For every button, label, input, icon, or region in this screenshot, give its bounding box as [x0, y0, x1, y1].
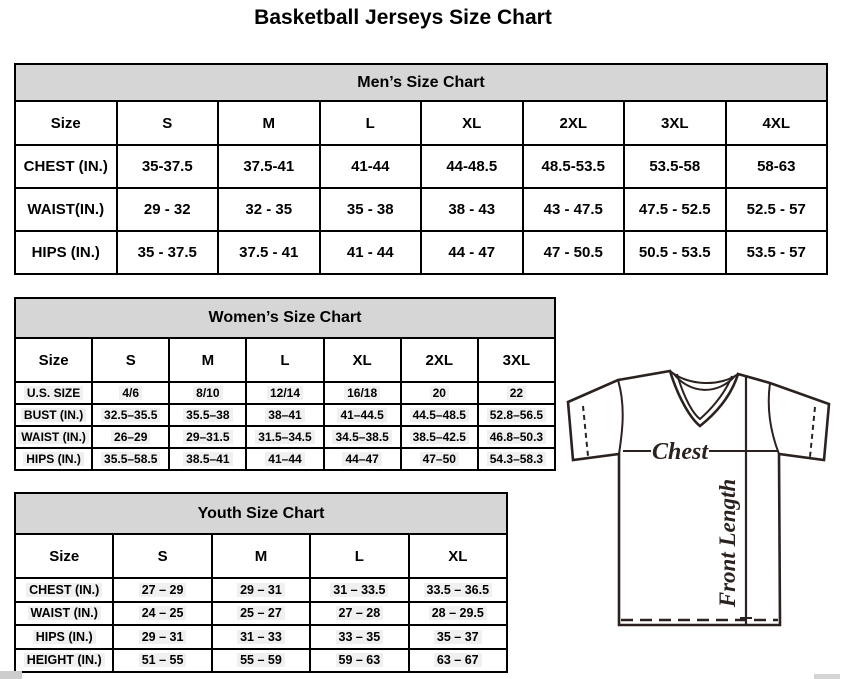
- cell-value: [169, 404, 246, 426]
- cell-value-text: 41-44: [351, 158, 390, 175]
- cell-value-text: 54.3–58.3: [487, 452, 546, 466]
- cell-value: [310, 578, 408, 602]
- chest-label: Chest: [651, 439, 709, 465]
- row-label-text: HEIGHT (IN.): [24, 653, 105, 667]
- row-label-text: BUST (IN.): [21, 408, 86, 422]
- column-header: [310, 534, 408, 578]
- cell-value-text: 51 – 55: [139, 653, 187, 667]
- cell-value: [92, 448, 169, 470]
- cell-value: [212, 625, 310, 649]
- cell-value-text: 34.5–38.5: [332, 430, 391, 444]
- row-label: [15, 382, 92, 404]
- row-label: [15, 649, 113, 673]
- table-row: [15, 602, 507, 626]
- cell-value-text: 46.8–50.3: [487, 430, 546, 444]
- table-row: [15, 578, 507, 602]
- column-header: [401, 338, 478, 382]
- cell-value: [169, 448, 246, 470]
- cell-value-text: 38–41: [265, 408, 304, 422]
- cell-value-text: 31 – 33: [237, 630, 285, 644]
- cell-value: [478, 448, 555, 470]
- front-length-label: Front Length: [715, 478, 740, 608]
- column-header: [169, 338, 246, 382]
- table-row: [15, 145, 827, 188]
- cell-value-text: 27 – 29: [139, 583, 187, 597]
- scrollbar-thumb-right[interactable]: [814, 674, 840, 679]
- column-header-text: M: [254, 547, 268, 565]
- column-header-text: L: [280, 351, 290, 369]
- cell-value: [624, 188, 726, 231]
- cell-value-text: 43 - 47.5: [543, 201, 603, 218]
- cell-value: [401, 404, 478, 426]
- cell-value-text: 32.5–35.5: [101, 408, 160, 422]
- cell-value: [421, 231, 523, 274]
- cell-value: [218, 188, 320, 231]
- right-armhole-seam: [769, 383, 779, 454]
- mens-size-table: [14, 63, 828, 275]
- cell-value-text: 50.5 - 53.5: [638, 244, 711, 261]
- cell-value-text: 38.5–41: [183, 452, 232, 466]
- column-header: [324, 338, 401, 382]
- row-label-text: HIPS (IN.): [23, 452, 84, 466]
- table-row: [15, 382, 555, 404]
- cell-value: [320, 231, 422, 274]
- column-header-text: S: [162, 114, 173, 132]
- row-label-text: CHEST (IN.): [26, 583, 102, 597]
- cell-value-text: 35.5–58.5: [101, 452, 160, 466]
- cell-value-text: 27 – 28: [336, 606, 384, 620]
- cell-value-text: 53.5-58: [649, 158, 701, 175]
- row-label-text: U.S. SIZE: [24, 386, 83, 400]
- cell-value-text: 24 – 25: [139, 606, 187, 620]
- column-header-text: S: [125, 351, 136, 369]
- cell-value-text: 44-48.5: [446, 158, 498, 175]
- cell-value: [92, 426, 169, 448]
- cell-value: [117, 188, 219, 231]
- cell-value-text: 35 – 37: [434, 630, 482, 644]
- column-header: [113, 534, 211, 578]
- cell-value: [113, 602, 211, 626]
- column-header: [523, 101, 625, 145]
- cell-value: [409, 625, 507, 649]
- cell-value-text: 44 - 47: [448, 244, 496, 261]
- cell-value: [310, 649, 408, 673]
- cell-value-text: 35 - 38: [346, 201, 394, 218]
- table-title: [15, 64, 827, 101]
- cell-value-text: 44.5–48.5: [410, 408, 469, 422]
- jersey-measurement-diagram: [558, 362, 840, 630]
- column-header-text: 2XL: [425, 351, 454, 369]
- table-row: [15, 448, 555, 470]
- scrollbar-thumb-left[interactable]: [0, 671, 22, 679]
- column-header-text: 3XL: [660, 114, 689, 132]
- row-label: [15, 426, 92, 448]
- column-header: [726, 101, 828, 145]
- cell-value: [401, 448, 478, 470]
- column-header: [117, 101, 219, 145]
- column-header-row: [15, 338, 555, 382]
- row-label: [15, 188, 117, 231]
- column-header-text: XL: [462, 114, 482, 132]
- cell-value: [117, 145, 219, 188]
- cell-value-text: 58-63: [757, 158, 796, 175]
- cell-value: [624, 231, 726, 274]
- cell-value-text: 47.5 - 52.5: [638, 201, 711, 218]
- column-header: [92, 338, 169, 382]
- womens-size-table: [14, 297, 556, 471]
- table-title-text: Youth Size Chart: [197, 504, 325, 522]
- cell-value-text: 52.8–56.5: [487, 408, 546, 422]
- table-row: [15, 625, 507, 649]
- table-title-row: [15, 64, 827, 101]
- cell-value: [212, 578, 310, 602]
- cell-value-text: 32 - 35: [245, 201, 293, 218]
- cell-value: [169, 382, 246, 404]
- cell-value: [246, 382, 323, 404]
- column-header-text: Size: [50, 114, 81, 132]
- table-row: [15, 188, 827, 231]
- cell-value-text: 52.5 - 57: [746, 201, 806, 218]
- cell-value-text: 26–29: [111, 430, 150, 444]
- cell-value-text: 47 - 50.5: [543, 244, 603, 261]
- column-header-text: S: [157, 547, 168, 565]
- cell-value-text: 47–50: [420, 452, 459, 466]
- cell-value: [218, 145, 320, 188]
- jersey-outline-path: [568, 371, 829, 625]
- column-header: [15, 534, 113, 578]
- cell-value: [169, 426, 246, 448]
- row-label: [15, 625, 113, 649]
- cell-value: [409, 649, 507, 673]
- cell-value-text: 44–47: [342, 452, 381, 466]
- row-label-text: WAIST(IN.): [27, 201, 105, 218]
- column-header-text: 3XL: [502, 351, 531, 369]
- cell-value-text: 38.5–42.5: [410, 430, 469, 444]
- cell-value-text: 4/6: [119, 386, 142, 400]
- column-header: [624, 101, 726, 145]
- table-title-text: Women’s Size Chart: [208, 309, 362, 326]
- cell-value: [523, 231, 625, 274]
- left-armhole-seam: [618, 380, 623, 454]
- cell-value: [421, 145, 523, 188]
- cell-value: [212, 649, 310, 673]
- column-header-text: M: [201, 351, 215, 369]
- cell-value: [478, 404, 555, 426]
- cell-value-text: 12/14: [267, 386, 303, 400]
- cell-value-text: 63 – 67: [434, 653, 482, 667]
- youth-size-table: [14, 492, 508, 673]
- left-cuff-dashed-line: [583, 406, 588, 456]
- row-label-text: HIPS (IN.): [31, 244, 100, 261]
- cell-value: [246, 404, 323, 426]
- cell-value-text: 59 – 63: [336, 653, 384, 667]
- cell-value-text: 31 – 33.5: [330, 583, 388, 597]
- cell-value: [113, 625, 211, 649]
- cell-value: [246, 426, 323, 448]
- column-header: [15, 338, 92, 382]
- cell-value: [523, 145, 625, 188]
- row-label: [15, 448, 92, 470]
- cell-value: [478, 426, 555, 448]
- column-header-text: M: [262, 114, 275, 132]
- row-label: [15, 145, 117, 188]
- cell-value-text: 29 – 31: [237, 583, 285, 597]
- cell-value: [409, 602, 507, 626]
- cell-value-text: 37.5 - 41: [239, 244, 299, 261]
- table-title-text: Men’s Size Chart: [357, 73, 485, 91]
- cell-value: [324, 404, 401, 426]
- cell-value-text: 20: [430, 386, 449, 400]
- table-row: [15, 649, 507, 673]
- column-header-text: Size: [49, 547, 80, 565]
- cell-value-text: 41 - 44: [346, 244, 394, 261]
- column-header: [246, 338, 323, 382]
- cell-value-text: 29 – 31: [139, 630, 187, 644]
- cell-value-text: 55 – 59: [237, 653, 285, 667]
- table-title-row: [15, 298, 555, 338]
- cell-value: [421, 188, 523, 231]
- cell-value-text: 35-37.5: [141, 158, 193, 175]
- cell-value-text: 28 – 29.5: [429, 606, 487, 620]
- row-label-text: HIPS (IN.): [33, 630, 96, 644]
- cell-value: [478, 382, 555, 404]
- row-label: [15, 404, 92, 426]
- cell-value: [726, 145, 828, 188]
- column-header: [421, 101, 523, 145]
- cell-value: [246, 448, 323, 470]
- column-header-text: XL: [448, 547, 468, 565]
- cell-value-text: 35.5–38: [183, 408, 232, 422]
- cell-value-text: 22: [507, 386, 526, 400]
- cell-value-text: 53.5 - 57: [746, 244, 806, 261]
- cell-value: [324, 382, 401, 404]
- cell-value: [310, 602, 408, 626]
- cell-value: [92, 404, 169, 426]
- column-header: [15, 101, 117, 145]
- cell-value-text: 33.5 – 36.5: [424, 583, 493, 597]
- cell-value: [113, 578, 211, 602]
- cell-value: [324, 426, 401, 448]
- cell-value: [409, 578, 507, 602]
- column-header: [478, 338, 555, 382]
- cell-value: [218, 231, 320, 274]
- cell-value: [726, 231, 828, 274]
- page-title: Basketball Jerseys Size Chart: [254, 6, 552, 29]
- row-label: [15, 578, 113, 602]
- cell-value-text: 41–44.5: [337, 408, 386, 422]
- cell-value: [401, 382, 478, 404]
- cell-value-text: 16/18: [344, 386, 380, 400]
- cell-value: [523, 188, 625, 231]
- cell-value-text: 29–31.5: [183, 430, 232, 444]
- column-header: [320, 101, 422, 145]
- cell-value-text: 25 – 27: [237, 606, 285, 620]
- table-title: [15, 493, 507, 534]
- column-header: [212, 534, 310, 578]
- column-header: [218, 101, 320, 145]
- right-cuff-dashed-line: [810, 407, 815, 457]
- column-header-text: Size: [38, 351, 69, 369]
- cell-value-text: 33 – 35: [336, 630, 384, 644]
- cell-value: [212, 602, 310, 626]
- column-header-text: 4XL: [762, 114, 790, 132]
- cell-value: [320, 145, 422, 188]
- table-row: [15, 426, 555, 448]
- cell-value: [310, 625, 408, 649]
- table-title-row: [15, 493, 507, 534]
- cell-value-text: 48.5-53.5: [541, 158, 605, 175]
- cell-value: [320, 188, 422, 231]
- table-row: [15, 404, 555, 426]
- cell-value-text: 37.5-41: [243, 158, 295, 175]
- cell-value-text: 8/10: [193, 386, 222, 400]
- cell-value-text: 31.5–34.5: [255, 430, 314, 444]
- column-header-text: XL: [352, 351, 372, 369]
- cell-value-text: 41–44: [265, 452, 304, 466]
- row-label: [15, 231, 117, 274]
- column-header: [409, 534, 507, 578]
- cell-value-text: 38 - 43: [448, 201, 496, 218]
- column-header-text: 2XL: [559, 114, 587, 132]
- column-header-text: L: [354, 547, 364, 565]
- column-header-row: [15, 101, 827, 145]
- table-row: [15, 231, 827, 274]
- cell-value: [401, 426, 478, 448]
- cell-value-text: 29 - 32: [143, 201, 191, 218]
- table-title: [15, 298, 555, 338]
- cell-value: [726, 188, 828, 231]
- cell-value: [624, 145, 726, 188]
- cell-value: [92, 382, 169, 404]
- cell-value: [113, 649, 211, 673]
- column-header-row: [15, 534, 507, 578]
- row-label-text: CHEST (IN.): [23, 158, 108, 175]
- cell-value-text: 35 - 37.5: [137, 244, 197, 261]
- row-label-text: WAIST (IN.): [18, 430, 89, 444]
- row-label: [15, 602, 113, 626]
- cell-value: [117, 231, 219, 274]
- row-label-text: WAIST (IN.): [28, 606, 101, 620]
- column-header-text: L: [365, 114, 375, 132]
- cell-value: [324, 448, 401, 470]
